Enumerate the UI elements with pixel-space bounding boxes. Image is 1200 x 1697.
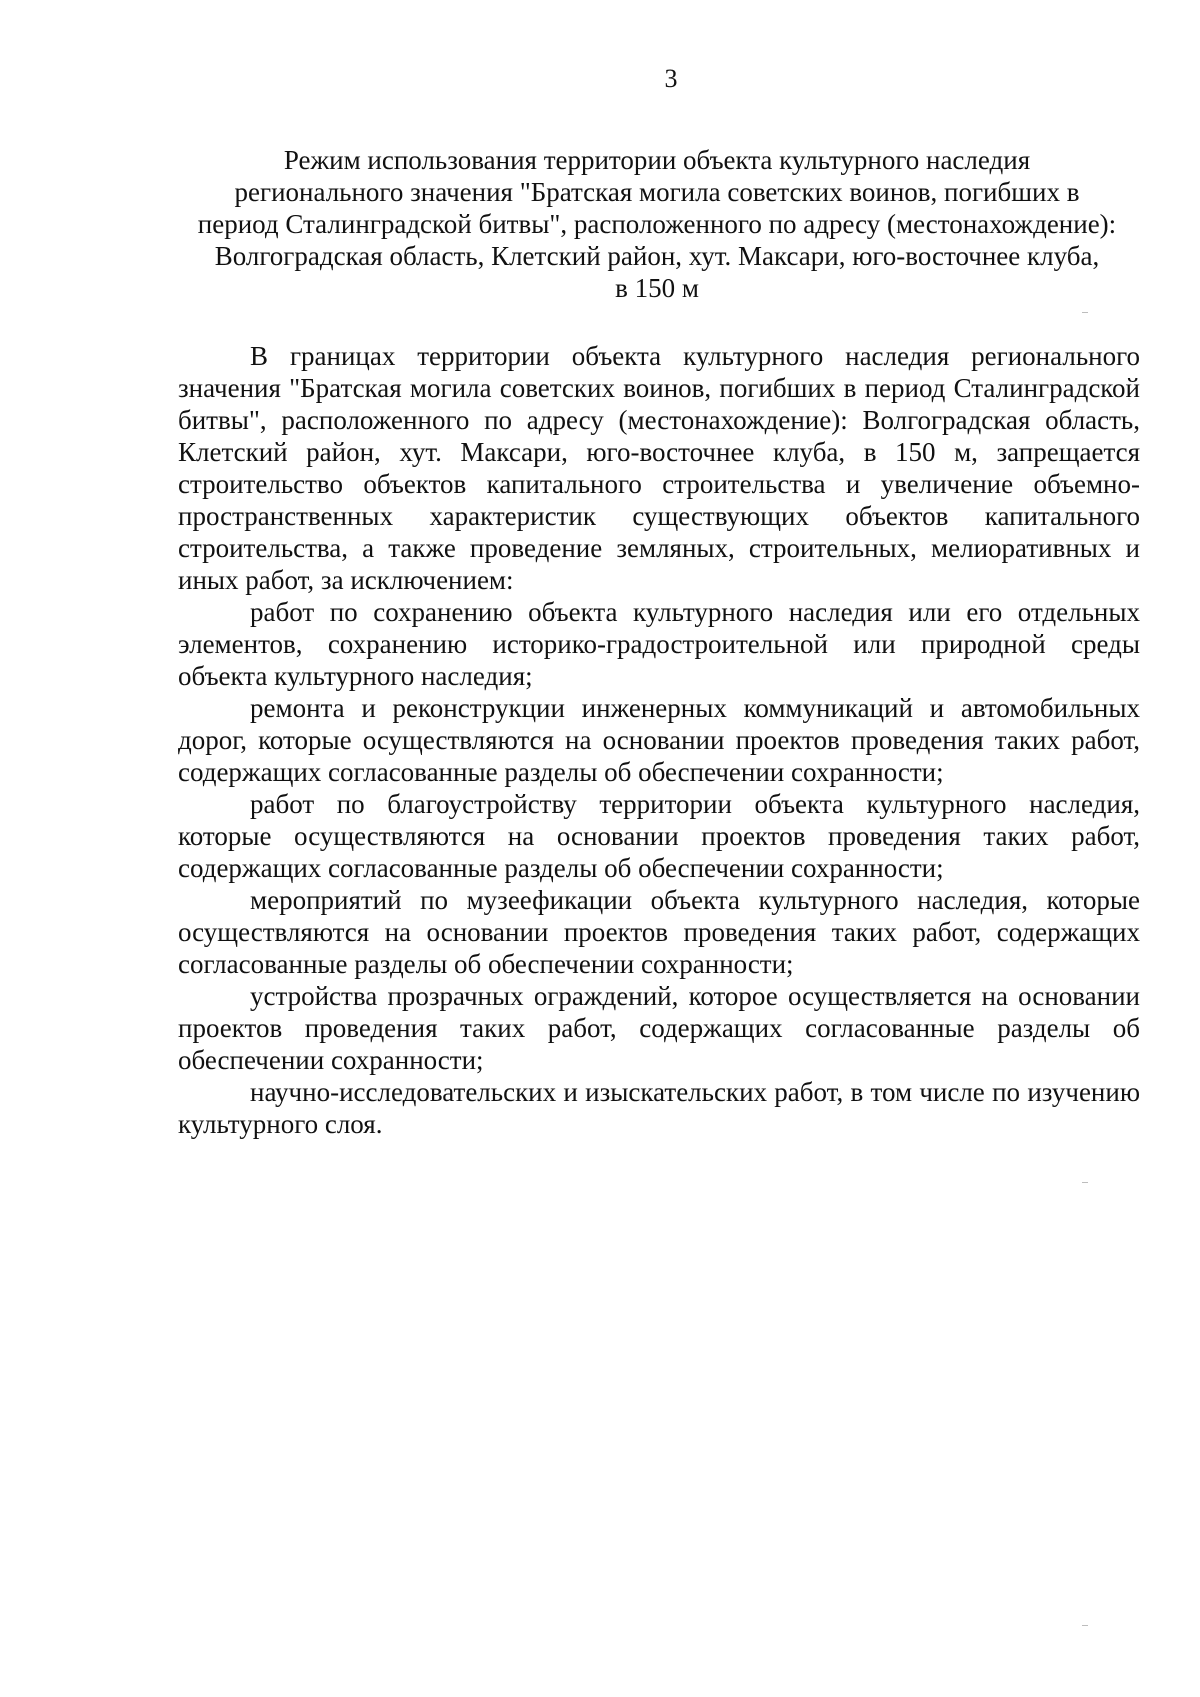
exception-item: ремонта и реконструкции инженерных коммуникаций и автомобильных дорог, которые осуществляются на основании проектов проведения таких работ, содержащих согласованные разделы об обеспечении сохранности; [178,693,1140,787]
title-line: Волгоградская область, Клетский район, хут. Максари, юго-восточнее клуба, [214,241,1100,271]
exception-item: работ по сохранению объекта культурного наследия или его отдельных элементов, сохранению историко-градостроительной или природной среды объекта культурного наследия; [178,597,1140,691]
exception-item: работ по благоустройству территории объекта культурного наследия, которые осуществляются на основании проектов проведения таких работ, содержащих согласованные разделы об обеспечении сохранности; [178,789,1140,883]
title-line: период Сталинградской битвы", расположенного по адресу (местонахождение): [197,209,1117,239]
scan-mark [1082,1182,1088,1183]
scan-mark [1082,312,1088,313]
title-line: регионального значения "Братская могила советских воинов, погибших в [234,177,1080,207]
exception-item: устройства прозрачных ограждений, которое осуществляется на основании проектов проведения таких работ, содержащих согласованные разделы об обеспечении сохранности; [178,981,1140,1075]
title-line: Режим использования территории объекта культурного наследия [283,145,1031,175]
scan-mark [1082,1625,1088,1626]
exception-item: мероприятий по музеефикации объекта культурного наследия, которые осуществляются на основании проектов проведения таких работ, содержащих согласованные разделы об обеспечении сохранности; [178,885,1140,979]
intro-paragraph: В границах территории объекта культурного наследия регионального значения "Братская могила советских воинов, погибших в период Сталинградской битвы", расположенного по адресу (местонахождение): Волгоградская область, Клетский район, хут. Максари, юго-восточнее клуба, в 150 м, запрещается строительство объектов капитального строительства и увеличение объемно-пространственных характеристик существующих объектов капитального строительства, а также проведение земляных, строительных, мелиоративных и иных работ, за исключением: [178,341,1140,595]
exception-item: научно-исследовательских и изыскательских работ, в том числе по изучению культурного слоя. [178,1077,1140,1139]
title-line: в 150 м [615,273,699,303]
document-body [178,340,1140,1140]
document-title [175,144,1139,304]
page-number: 3 [664,64,678,93]
